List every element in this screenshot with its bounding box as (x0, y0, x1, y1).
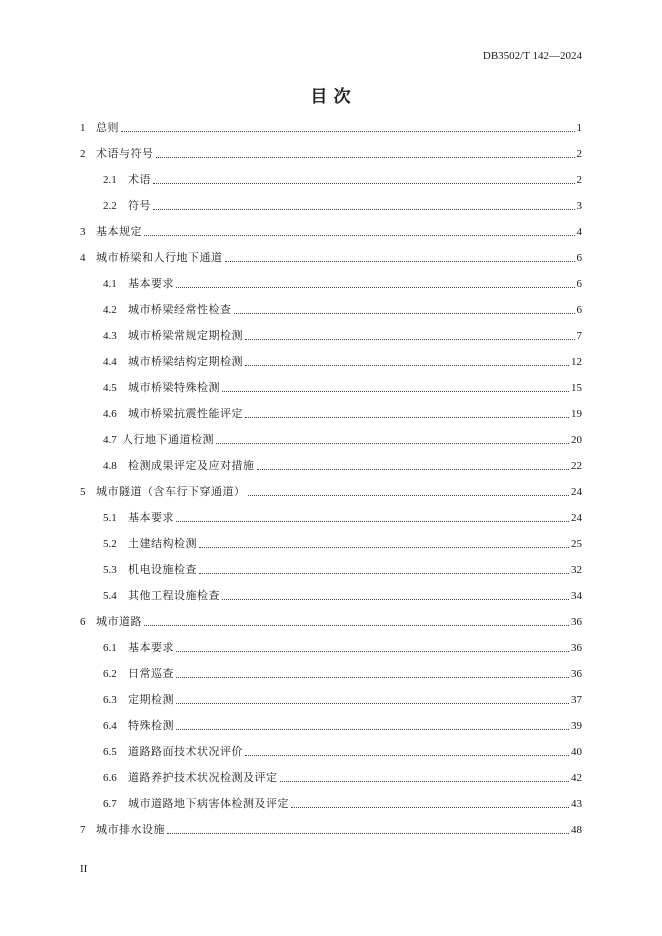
toc-entry-number: 3 (80, 226, 86, 238)
toc-entry-title: 城市桥梁和人行地下通道 (96, 252, 223, 264)
toc-entry-page: 32 (571, 564, 582, 576)
toc-entry-title: 城市道路地下病害体检测及评定 (128, 798, 289, 810)
toc-entry-page: 40 (571, 746, 582, 758)
toc-subentry (80, 713, 582, 739)
toc-entry-page: 36 (571, 668, 582, 680)
toc-entry-number: 5.4 (103, 590, 117, 602)
toc-subentry (80, 323, 582, 349)
table-of-contents (80, 115, 582, 843)
toc-subentry (80, 765, 582, 791)
toc-entry (80, 817, 582, 843)
toc-entry-title: 基本规定 (96, 226, 142, 238)
toc-subentry (80, 687, 582, 713)
toc-entry-title: 其他工程设施检查 (128, 590, 220, 602)
toc-entry-title: 城市道路 (96, 616, 142, 628)
toc-entry-number: 6.3 (103, 694, 117, 706)
dot-leader (144, 235, 575, 236)
dot-leader (176, 521, 569, 522)
toc-subentry (80, 427, 582, 453)
toc-entry-title: 检测成果评定及应对措施 (128, 460, 255, 472)
toc-entry-number: 4.7 (103, 434, 117, 446)
dot-leader (176, 287, 575, 288)
toc-subentry (80, 531, 582, 557)
toc-subentry (80, 635, 582, 661)
toc-entry-number: 6.7 (103, 798, 117, 810)
page-title: 目 次 (310, 87, 352, 106)
dot-leader (248, 495, 570, 496)
toc-entry-number: 5 (80, 486, 86, 498)
dot-leader (225, 261, 575, 262)
dot-leader (199, 547, 569, 548)
toc-entry-title: 道路养护技术状况检测及评定 (128, 772, 278, 784)
toc-entry-page: 1 (576, 122, 582, 134)
toc-entry-page: 6 (576, 252, 582, 264)
dot-leader (167, 833, 569, 834)
toc-entry-number: 4.1 (103, 278, 117, 290)
toc-subentry (80, 453, 582, 479)
toc-entry-number: 2 (80, 148, 86, 160)
toc-subentry (80, 557, 582, 583)
toc-entry-page: 37 (571, 694, 582, 706)
toc-entry-page: 2 (576, 174, 582, 186)
toc-subentry (80, 193, 582, 219)
toc-entry (80, 609, 582, 635)
toc-entry (80, 141, 582, 167)
toc-entry-title: 总则 (96, 122, 119, 134)
toc-entry-title: 基本要求 (128, 512, 174, 524)
toc-entry-page: 4 (576, 226, 582, 238)
toc-entry-number: 1 (80, 122, 86, 134)
dot-leader (245, 755, 569, 756)
dot-leader (153, 183, 575, 184)
toc-entry-title: 基本要求 (128, 278, 174, 290)
toc-entry-title: 城市桥梁结构定期检测 (128, 356, 243, 368)
dot-leader (156, 157, 575, 158)
dot-leader (153, 209, 575, 210)
toc-entry-number: 4.6 (103, 408, 117, 420)
toc-entry-number: 4.8 (103, 460, 117, 472)
toc-entry-number: 2.1 (103, 174, 117, 186)
dot-leader (291, 807, 569, 808)
toc-entry-title: 土建结构检测 (128, 538, 197, 550)
toc-entry-title: 城市桥梁特殊检测 (128, 382, 220, 394)
toc-entry-number: 4.3 (103, 330, 117, 342)
toc-entry-page: 12 (571, 356, 582, 368)
toc-subentry (80, 401, 582, 427)
toc-entry-title: 城市桥梁经常性检查 (128, 304, 232, 316)
toc-subentry (80, 661, 582, 687)
toc-entry-page: 24 (571, 512, 582, 524)
toc-entry-page: 15 (571, 382, 582, 394)
dot-leader (199, 573, 569, 574)
toc-entry-number: 6.6 (103, 772, 117, 784)
toc-entry-page: 6 (576, 304, 582, 316)
toc-entry (80, 479, 582, 505)
toc-entry-page: 6 (576, 278, 582, 290)
toc-entry (80, 245, 582, 271)
toc-entry-page: 3 (576, 200, 582, 212)
toc-entry-number: 6.2 (103, 668, 117, 680)
dot-leader (245, 365, 569, 366)
dot-leader (216, 443, 569, 444)
toc-entry-page: 20 (571, 434, 582, 446)
toc-entry-title: 城市桥梁常规定期检测 (128, 330, 243, 342)
toc-entry-page: 24 (571, 486, 582, 498)
toc-subentry (80, 167, 582, 193)
toc-entry-page: 43 (571, 798, 582, 810)
toc-entry-number: 4 (80, 252, 86, 264)
toc-entry-number: 7 (80, 824, 86, 836)
dot-leader (222, 599, 569, 600)
toc-entry (80, 115, 582, 141)
toc-entry-page: 34 (571, 590, 582, 602)
toc-entry-number: 2.2 (103, 200, 117, 212)
toc-entry-page: 39 (571, 720, 582, 732)
toc-entry-number: 6 (80, 616, 86, 628)
toc-entry-page: 19 (571, 408, 582, 420)
toc-entry-page: 42 (571, 772, 582, 784)
toc-entry-title: 定期检测 (128, 694, 174, 706)
toc-entry-title: 特殊检测 (128, 720, 174, 732)
toc-subentry (80, 583, 582, 609)
toc-entry-title: 符号 (128, 200, 151, 212)
dot-leader (176, 677, 569, 678)
toc-entry-number: 6.4 (103, 720, 117, 732)
toc-entry-title: 机电设施检查 (128, 564, 197, 576)
toc-entry-title: 基本要求 (128, 642, 174, 654)
dot-leader (245, 339, 575, 340)
toc-subentry (80, 349, 582, 375)
toc-entry-number: 5.2 (103, 538, 117, 550)
toc-entry-number: 4.4 (103, 356, 117, 368)
dot-leader (234, 313, 575, 314)
dot-leader (245, 417, 569, 418)
toc-entry-title: 日常巡查 (128, 668, 174, 680)
toc-entry-page: 2 (576, 148, 582, 160)
page-number: II (80, 863, 88, 875)
dot-leader (257, 469, 570, 470)
toc-subentry (80, 739, 582, 765)
toc-entry-title: 人行地下通道检测 (122, 434, 214, 446)
toc-entry-page: 36 (571, 642, 582, 654)
toc-subentry (80, 505, 582, 531)
toc-entry-page: 25 (571, 538, 582, 550)
toc-entry-page: 7 (576, 330, 582, 342)
toc-entry-number: 4.5 (103, 382, 117, 394)
toc-entry-page: 48 (571, 824, 582, 836)
toc-entry-number: 4.2 (103, 304, 117, 316)
toc-entry-title: 城市排水设施 (96, 824, 165, 836)
dot-leader (176, 703, 569, 704)
toc-entry-number: 6.1 (103, 642, 117, 654)
toc-entry-number: 5.3 (103, 564, 117, 576)
toc-entry (80, 219, 582, 245)
standard-code: DB3502/T 142—2024 (482, 50, 582, 62)
toc-subentry (80, 375, 582, 401)
toc-entry-title: 术语 (128, 174, 151, 186)
toc-entry-title: 道路路面技术状况评价 (128, 746, 243, 758)
dot-leader (176, 651, 569, 652)
toc-entry-title: 城市桥梁抗震性能评定 (128, 408, 243, 420)
toc-entry-title: 术语与符号 (96, 148, 154, 160)
toc-entry-page: 22 (571, 460, 582, 472)
dot-leader (222, 391, 569, 392)
toc-subentry (80, 297, 582, 323)
dot-leader (176, 729, 569, 730)
toc-entry-number: 6.5 (103, 746, 117, 758)
dot-leader (144, 625, 569, 626)
toc-entry-title: 城市隧道（含车行下穿通道） (96, 486, 246, 498)
toc-subentry (80, 271, 582, 297)
dot-leader (121, 131, 575, 132)
toc-entry-number: 5.1 (103, 512, 117, 524)
dot-leader (280, 781, 570, 782)
toc-entry-page: 36 (571, 616, 582, 628)
toc-subentry (80, 791, 582, 817)
